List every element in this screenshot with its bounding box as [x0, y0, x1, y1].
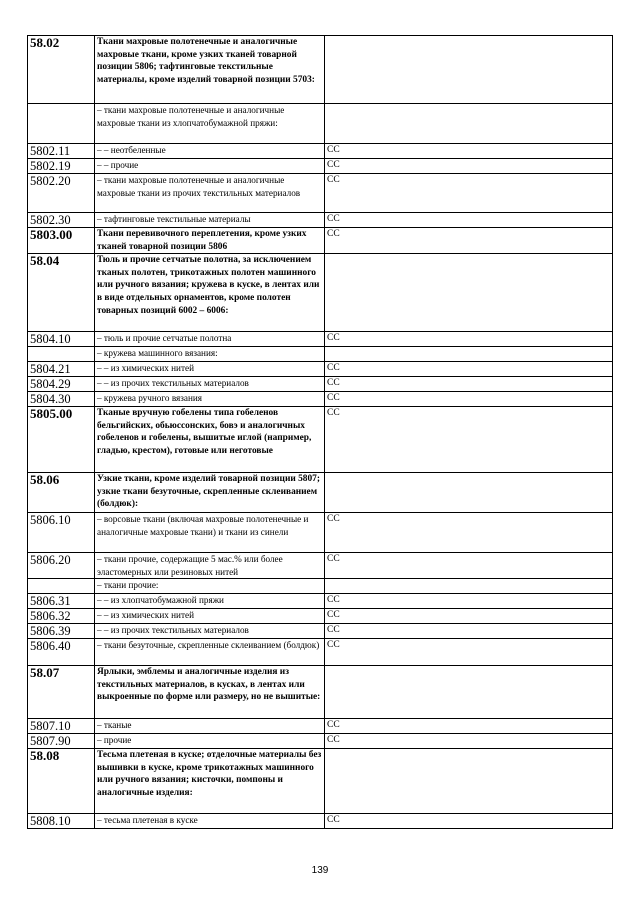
- description-cell: Ткани махровые полотенечные и аналогичные махровые ткани, кроме узких тканей товарной позиции 5806; тафтинговые текстильные материалы, кроме изделий товарной позиции 5703:: [95, 36, 325, 104]
- description-cell: Тканые вручную гобелены типа гобеленов бельгийских, обьюссонских, бовэ и аналогичных гобеленов и гобелены, вышитые иглой (например, гладью, крестом), готовые или неготовые: [95, 407, 325, 473]
- certification-cell: СС: [325, 407, 613, 473]
- description-cell: – ткани махровые полотенечные и аналогичные махровые ткани из хлопчатобумажной пряжи:: [95, 104, 325, 144]
- hs-code-cell: 5804.29: [28, 377, 95, 392]
- table-row: [28, 254, 613, 332]
- certification-cell: СС: [325, 719, 613, 734]
- table-row: [28, 228, 613, 254]
- table-row: [28, 624, 613, 639]
- table-row: [28, 213, 613, 228]
- table-row: [28, 666, 613, 719]
- certification-cell: СС: [325, 513, 613, 553]
- description-cell: – ткани прочие:: [95, 579, 325, 594]
- certification-cell: [325, 36, 613, 104]
- certification-cell: СС: [325, 362, 613, 377]
- description-cell: – – из химических нитей: [95, 609, 325, 624]
- description-cell: – ткани прочие, содержащие 5 мас.% или более эластомерных или резиновых нитей: [95, 553, 325, 579]
- description-cell: – ворсовые ткани (включая махровые полотенечные и аналогичные махровые ткани) и ткани из синели: [95, 513, 325, 553]
- description-cell: – – прочие: [95, 159, 325, 174]
- hs-code-cell: 5802.11: [28, 144, 95, 159]
- hs-code-cell: 5802.19: [28, 159, 95, 174]
- certification-cell: СС: [325, 734, 613, 749]
- description-cell: – кружева машинного вязания:: [95, 347, 325, 362]
- certification-cell: СС: [325, 553, 613, 579]
- certification-cell: СС: [325, 332, 613, 347]
- certification-cell: СС: [325, 609, 613, 624]
- certification-cell: СС: [325, 814, 613, 829]
- table-row: [28, 144, 613, 159]
- table-row: [28, 579, 613, 594]
- certification-cell: [325, 104, 613, 144]
- hs-code-cell: 5807.90: [28, 734, 95, 749]
- table-row: [28, 174, 613, 213]
- hs-code-cell: 5805.00: [28, 407, 95, 473]
- certification-cell: [325, 254, 613, 332]
- description-cell: Тесьма плетеная в куске; отделочные материалы без вышивки в куске, кроме трикотажных машинного или ручного вязания; кисточки, помпоны и аналогичные изделия:: [95, 749, 325, 814]
- hs-code-cell: 5802.20: [28, 174, 95, 213]
- table-row: [28, 36, 613, 104]
- certification-cell: СС: [325, 392, 613, 407]
- table-row: [28, 104, 613, 144]
- description-cell: – – из прочих текстильных материалов: [95, 377, 325, 392]
- hs-code-cell: [28, 579, 95, 594]
- certification-cell: СС: [325, 213, 613, 228]
- hs-code-cell: 5807.10: [28, 719, 95, 734]
- hs-code-cell: 5804.30: [28, 392, 95, 407]
- table-row: [28, 814, 613, 829]
- description-cell: – – неотбеленные: [95, 144, 325, 159]
- hs-code-cell: [28, 347, 95, 362]
- description-cell: – тюль и прочие сетчатые полотна: [95, 332, 325, 347]
- description-cell: Тюль и прочие сетчатые полотна, за исключением тканых полотен, трикотажных полотен машинного или ручного вязания; кружева в куске, в лентах или в виде отдельных орнаментов, кроме полотен товарных позиций 6002 – 6006:: [95, 254, 325, 332]
- certification-cell: СС: [325, 377, 613, 392]
- description-cell: – – из химических нитей: [95, 362, 325, 377]
- hs-code-cell: 5808.10: [28, 814, 95, 829]
- table-row: [28, 639, 613, 666]
- table-row: [28, 347, 613, 362]
- table-row: [28, 719, 613, 734]
- table-row: [28, 749, 613, 814]
- description-cell: – тканые: [95, 719, 325, 734]
- tariff-table-body: [28, 36, 613, 829]
- table-row: [28, 377, 613, 392]
- table-row: [28, 407, 613, 473]
- certification-cell: СС: [325, 228, 613, 254]
- hs-code-cell: 58.02: [28, 36, 95, 104]
- hs-code-cell: 5802.30: [28, 213, 95, 228]
- description-cell: Ярлыки, эмблемы и аналогичные изделия из текстильных материалов, в кусках, в лентах или выкроенные по форме или размеру, но не вышитые:: [95, 666, 325, 719]
- certification-cell: [325, 473, 613, 513]
- description-cell: – ткани махровые полотенечные и аналогичные махровые ткани из прочих текстильных материалов: [95, 174, 325, 213]
- table-row: [28, 553, 613, 579]
- table-row: [28, 392, 613, 407]
- description-cell: – прочие: [95, 734, 325, 749]
- certification-cell: СС: [325, 624, 613, 639]
- table-row: [28, 609, 613, 624]
- table-row: [28, 362, 613, 377]
- certification-cell: [325, 347, 613, 362]
- certification-cell: [325, 749, 613, 814]
- hs-code-cell: [28, 104, 95, 144]
- hs-code-cell: 58.06: [28, 473, 95, 513]
- description-cell: Узкие ткани, кроме изделий товарной позиции 5807; узкие ткани безуточные, скрепленные склеиванием (болдюк):: [95, 473, 325, 513]
- description-cell: – кружева ручного вязания: [95, 392, 325, 407]
- description-cell: – – из хлопчатобумажной пряжи: [95, 594, 325, 609]
- hs-code-cell: 5806.10: [28, 513, 95, 553]
- hs-code-cell: 5806.32: [28, 609, 95, 624]
- certification-cell: СС: [325, 639, 613, 666]
- table-row: [28, 332, 613, 347]
- hs-code-cell: 58.04: [28, 254, 95, 332]
- description-cell: Ткани перевивочного переплетения, кроме узких тканей товарной позиции 5806: [95, 228, 325, 254]
- description-cell: – тафтинговые текстильные материалы: [95, 213, 325, 228]
- page-number: 139: [311, 865, 329, 876]
- tariff-table: [27, 35, 613, 829]
- hs-code-cell: 58.08: [28, 749, 95, 814]
- table-row: [28, 734, 613, 749]
- certification-cell: [325, 666, 613, 719]
- description-cell: – ткани безуточные, скрепленные склеиванием (болдюк): [95, 639, 325, 666]
- certification-cell: [325, 579, 613, 594]
- hs-code-cell: 5804.10: [28, 332, 95, 347]
- description-cell: – тесьма плетеная в куске: [95, 814, 325, 829]
- certification-cell: СС: [325, 144, 613, 159]
- table-row: [28, 473, 613, 513]
- table-row: [28, 513, 613, 553]
- hs-code-cell: 5806.31: [28, 594, 95, 609]
- table-row: [28, 159, 613, 174]
- hs-code-cell: 5806.20: [28, 553, 95, 579]
- hs-code-cell: 5804.21: [28, 362, 95, 377]
- description-cell: – – из прочих текстильных материалов: [95, 624, 325, 639]
- certification-cell: СС: [325, 594, 613, 609]
- hs-code-cell: 5806.40: [28, 639, 95, 666]
- certification-cell: СС: [325, 159, 613, 174]
- hs-code-cell: 58.07: [28, 666, 95, 719]
- certification-cell: СС: [325, 174, 613, 213]
- hs-code-cell: 5803.00: [28, 228, 95, 254]
- hs-code-cell: 5806.39: [28, 624, 95, 639]
- table-row: [28, 594, 613, 609]
